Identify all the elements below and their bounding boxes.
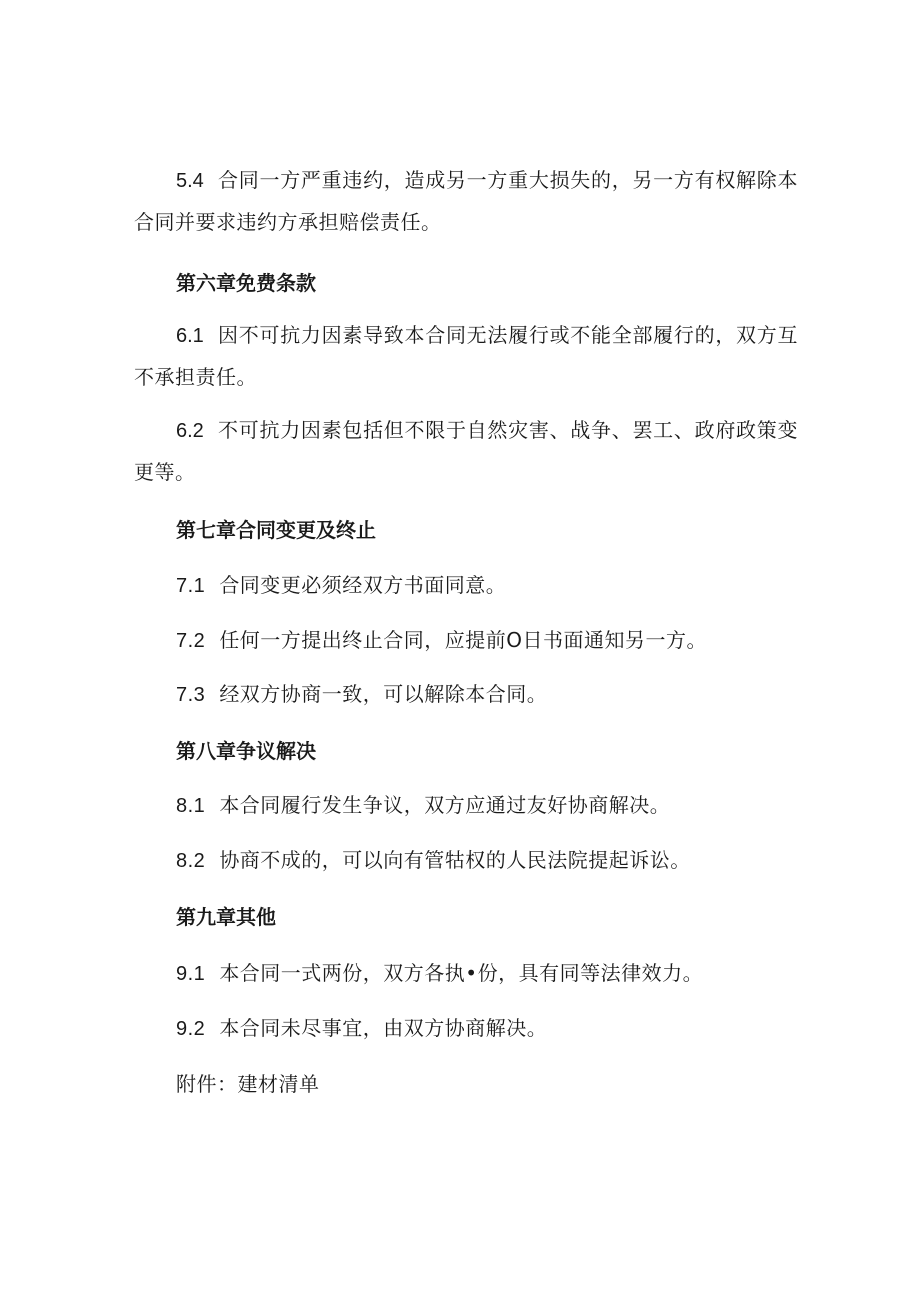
chapter-7-heading: 第七章合同变更及终止 (176, 518, 376, 542)
clause-7-3 (176, 679, 547, 710)
clause-number: 9.2 (176, 1018, 206, 1040)
clause-number: 6.1 (176, 325, 204, 347)
clause-text: 经双方协商一致，可以解除本合同。 (219, 682, 548, 706)
clause-text: 任何一方提出终止合同，应提前O日书面通知另一方。 (219, 628, 708, 652)
clause-number: 7.2 (176, 630, 206, 652)
chapter-6-heading: 第六章免费条款 (176, 271, 316, 295)
clause-9-2 (176, 1013, 547, 1044)
clause-5-4 (134, 160, 798, 243)
clause-7-2 (176, 625, 707, 656)
clause-6-2 (134, 410, 798, 493)
clause-text: 本合同履行发生争议，双方应通过友好协商解决。 (219, 793, 671, 817)
clause-8-2 (176, 845, 691, 876)
clause-8-1 (176, 790, 670, 821)
clause-text: 不可抗力因素包括但不限于自然灾害、战争、罢工、政府政策变更等。 (134, 418, 798, 484)
clause-text: 合同一方严重违约，造成另一方重大损失的，另一方有权解除本合同并要求违约方承担赔偿责任。 (134, 168, 798, 234)
clause-text: 协商不成的，可以向有管牯权的人民法院提起诉讼。 (219, 848, 691, 872)
clause-number: 8.2 (176, 850, 206, 872)
clause-number: 9.1 (176, 963, 206, 985)
clause-number: 6.2 (176, 420, 204, 442)
clause-number: 7.3 (176, 684, 206, 706)
chapter-9-heading: 第九章其他 (176, 905, 276, 929)
attachment-note: 附件：建材清单 (176, 1072, 320, 1096)
clause-number: 5.4 (176, 170, 204, 192)
clause-number: 8.1 (176, 795, 206, 817)
clause-text: 本合同一式两份，双方各执•份，具有同等法律效力。 (219, 961, 704, 985)
clause-text: 合同变更必须经双方书面同意。 (219, 573, 507, 597)
chapter-8-heading: 第八章争议解决 (176, 739, 316, 763)
clause-number: 7.1 (176, 575, 206, 597)
clause-6-1 (134, 315, 798, 398)
clause-7-1 (176, 570, 506, 601)
clause-text: 本合同未尽事宜，由双方协商解决。 (219, 1016, 548, 1040)
clause-9-1 (176, 958, 703, 989)
clause-text: 因不可抗力因素导致本合同无法履行或不能全部履行的，双方互不承担责任。 (134, 323, 798, 389)
